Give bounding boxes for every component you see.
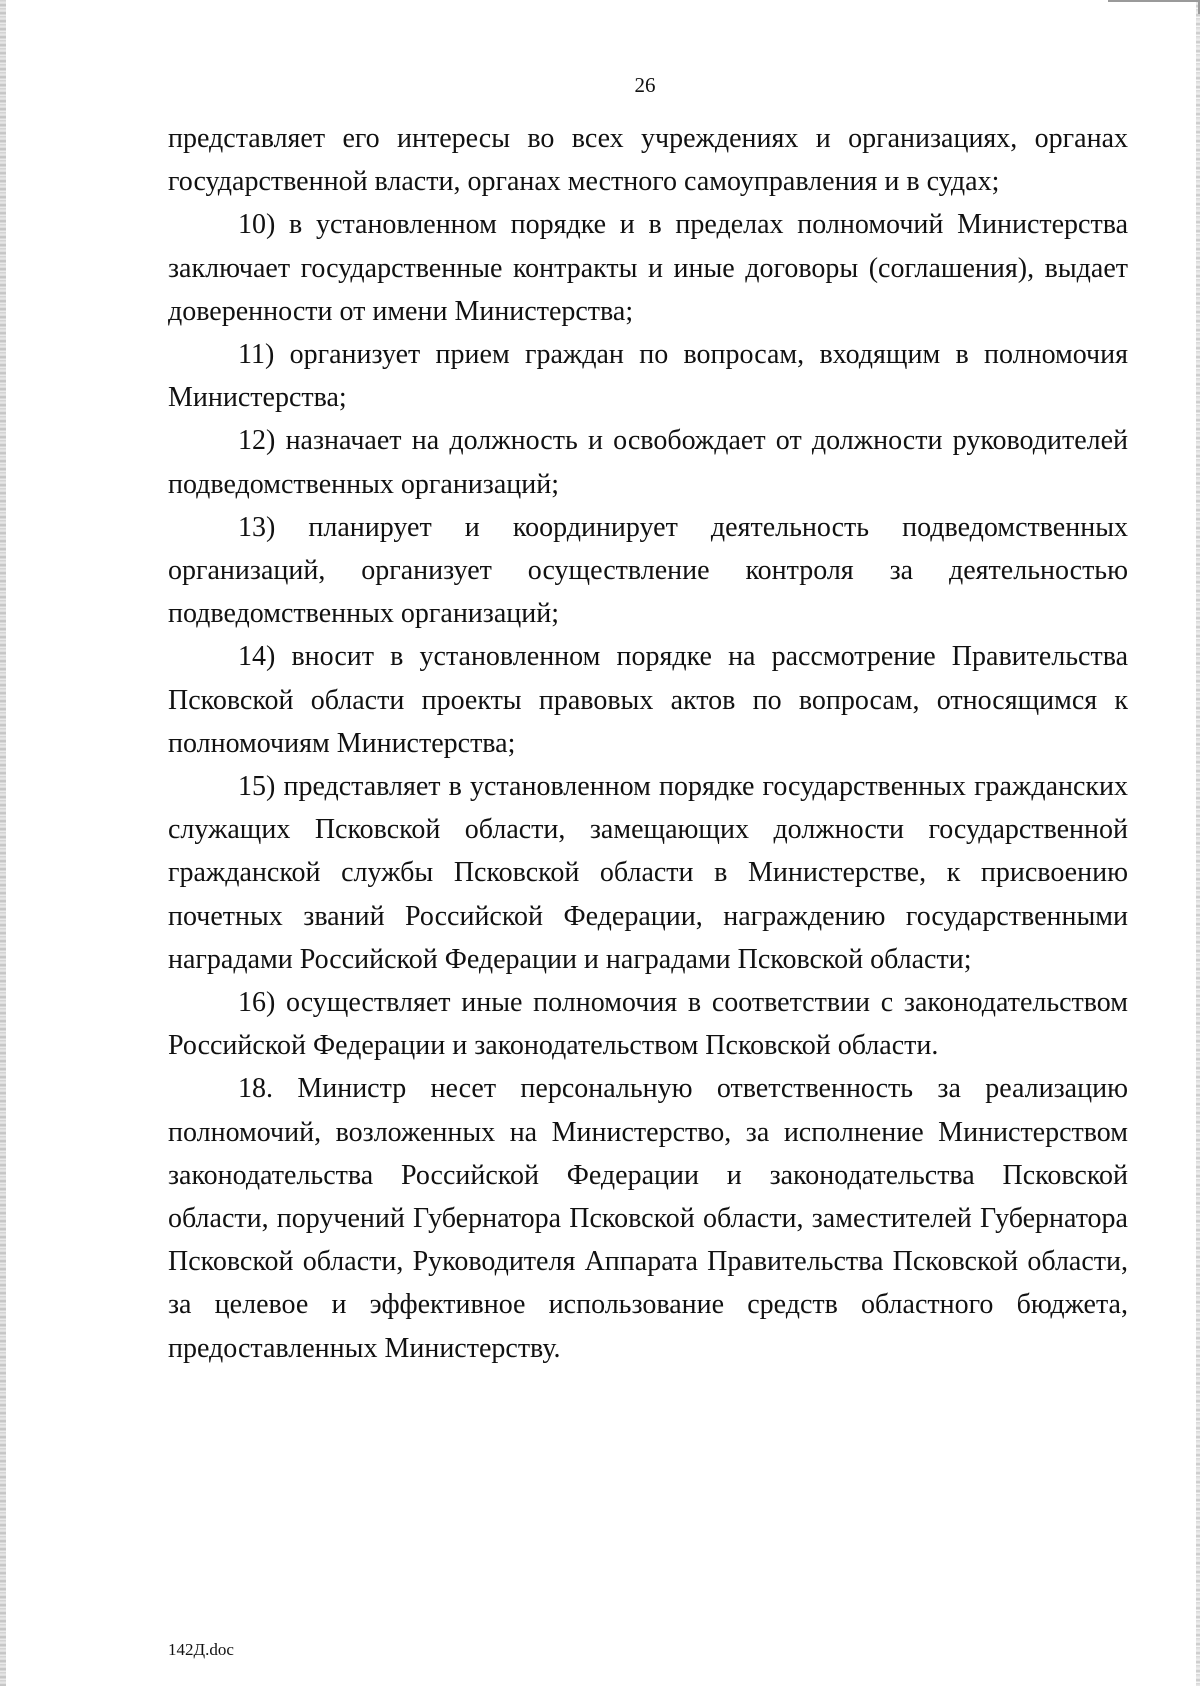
paragraph-item-14: 14) вносит в установленном порядке на рассмотрение Правительства Псковской области проекты правовых актов по вопросам, относящимся к полномочиям Министерства; — [168, 641, 1128, 759]
paragraph-section-18: 18. Министр несет персональную ответственность за реализацию полномочий, возложенных на Министерство, за исполнение Министерством законодательства Российской Федерации и законодательства Псковской области, поручений Губернатора Псковской области, заместителей Губернатора Псковской области, Руководителя Аппарата Правительства Псковской области, за целевое и эффективное использование средств областного бюджета, предоставленных Министерству. — [168, 1073, 1128, 1364]
paragraph-item-12: 12) назначает на должность и освобождает от должности руководителей подведомственных организаций; — [168, 425, 1128, 500]
document-body — [168, 117, 1128, 1370]
scan-corner-mark — [1108, 0, 1200, 14]
scan-edge-right — [1196, 0, 1200, 1686]
paragraph-item-13: 13) планирует и координирует деятельность подведомственных организаций, организует осуществление контроля за деятельностью подведомственных организаций; — [168, 511, 1128, 630]
paragraph-item-11: 11) организует прием граждан по вопросам, входящим в полномочия Министерства; — [168, 339, 1128, 414]
scan-edge-left — [0, 0, 6, 1686]
paragraph-continuation: представляет его интересы во всех учреждениях и организациях, органах государственной власти, органах местного самоуправления и в судах; — [168, 123, 1128, 198]
footer-filename: 142Д.doc — [168, 1640, 234, 1659]
paragraph-item-16: 16) осуществляет иные полномочия в соответствии с законодательством Российской Федерации и законодательством Псковской области. — [168, 987, 1128, 1062]
page-number: 26 — [634, 73, 656, 97]
paragraph-item-10: 10) в установленном порядке и в пределах полномочий Министерства заключает государственные контракты и иные договоры (соглашения), выдает доверенности от имени Министерства; — [168, 209, 1128, 327]
paragraph-item-15: 15) представляет в установленном порядке государственных гражданских служащих Псковской области, замещающих должности государственной гражданской службы Псковской области в Министерстве, к присвоению почетных званий Российской Федерации, награждению государственными наградами Российской Федерации и наградами Псковской области; — [168, 771, 1128, 975]
